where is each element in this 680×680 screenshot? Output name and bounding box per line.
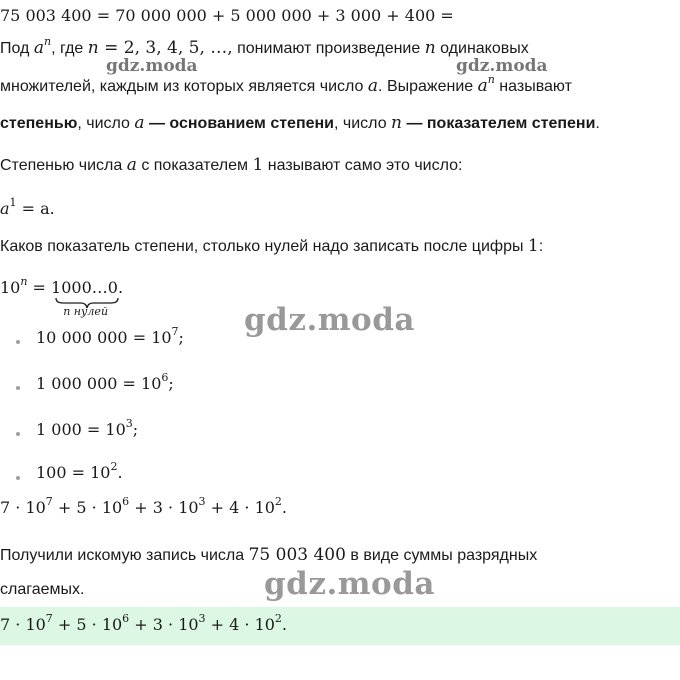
rule-text: с показателем	[136, 157, 253, 174]
definition-line-2	[0, 73, 572, 96]
list-item	[36, 371, 174, 393]
var-n: n	[424, 38, 436, 58]
brace-zeros: 000…0	[61, 278, 118, 297]
sum-term: 7 · 10	[0, 498, 46, 517]
sum-exp: 3	[198, 612, 206, 625]
brace-lead: 1	[51, 278, 62, 297]
var-n: n	[87, 38, 99, 58]
sum-exp: 2	[274, 612, 282, 625]
brace-eq: =	[27, 278, 52, 297]
list-exp: 2	[110, 460, 118, 473]
equation-line-1	[0, 6, 454, 25]
sum-term: + 3 · 10	[129, 615, 199, 634]
question-line	[0, 236, 543, 256]
conclusion-text: Получили искомую запись числа	[0, 547, 249, 564]
sum-expression	[0, 495, 288, 517]
list-item	[36, 460, 123, 482]
term-power: степенью	[0, 115, 78, 132]
equation-text: 75 003 400 = 70 000 000 + 5 000 000 + 3 000 + 400 =	[0, 6, 454, 25]
conclusion-line-2	[0, 581, 84, 599]
sum-exp: 6	[122, 495, 130, 508]
var-n-exp: n	[43, 35, 52, 48]
list-end: ;	[178, 328, 184, 347]
formula-exp: 1	[9, 196, 17, 209]
conclusion-line-1	[0, 545, 537, 565]
brace-base: 10	[0, 278, 21, 297]
brace-formula	[0, 275, 124, 318]
def-text: множителей, каждым из которых является число	[0, 78, 368, 95]
def-text: называют	[494, 78, 572, 95]
rule-text: называют само это число:	[263, 157, 463, 174]
conclusion-number: 75 003 400	[248, 545, 346, 565]
sum-term: 7 · 10	[0, 615, 46, 634]
answer-box	[0, 607, 680, 645]
definition-line-3	[0, 113, 600, 133]
formula-base: a	[0, 199, 10, 218]
sum-end: .	[281, 615, 288, 634]
rule-line	[0, 155, 462, 175]
list-end: ;	[168, 374, 174, 393]
number-one: 1	[252, 155, 264, 175]
list-lhs: 10 000 000 = 10	[36, 328, 172, 347]
var-a: a	[126, 155, 137, 175]
def-text: понимают произведение	[232, 40, 425, 57]
question-colon: :	[538, 238, 544, 255]
def-text: . Выражение	[378, 78, 478, 95]
def-text: одинаковых	[435, 40, 529, 57]
list-item	[36, 417, 139, 439]
list-end: .	[117, 463, 123, 482]
conclusion-text: в виде суммы разрядных	[345, 547, 538, 564]
watermark-logo: gdz.moda	[264, 566, 435, 602]
def-text: .	[595, 115, 600, 132]
digit-one: 1	[527, 236, 539, 256]
list-exp: 6	[161, 371, 169, 384]
formula-rest: = a.	[16, 199, 55, 218]
rule-text: Степенью числа	[0, 157, 127, 174]
sum-term: + 5 · 10	[52, 615, 123, 634]
rule-formula	[0, 196, 55, 218]
brace-exp: n	[20, 275, 28, 288]
sum-term: + 4 · 10	[205, 498, 275, 517]
brace-dot: .	[117, 278, 124, 297]
list-exp: 3	[125, 417, 133, 430]
bullet-icon	[16, 340, 20, 344]
var-a: a	[33, 38, 44, 58]
sum-exp: 2	[274, 495, 282, 508]
list-lhs: 1 000 = 10	[36, 420, 126, 439]
definition-line-1	[0, 35, 529, 58]
sum-term: + 3 · 10	[129, 498, 199, 517]
watermark-logo: gdz.moda	[456, 56, 548, 76]
bullet-icon	[16, 476, 20, 480]
def-text: , число	[77, 115, 135, 132]
watermark-logo: gdz.moda	[244, 302, 415, 338]
list-lhs: 1 000 000 = 10	[36, 374, 162, 393]
sum-exp: 3	[198, 495, 206, 508]
var-a: a	[367, 76, 379, 96]
term-base: — основанием степени	[144, 115, 335, 132]
bullet-icon	[16, 386, 20, 390]
var-a: a	[477, 76, 488, 96]
list-lhs: 100 = 10	[36, 463, 111, 482]
sum-end: .	[281, 498, 288, 517]
underbrace-group	[61, 278, 118, 318]
sum-exp: 7	[45, 495, 53, 508]
brace-label: n нулей	[63, 305, 109, 318]
sum-term: + 4 · 10	[205, 615, 275, 634]
sum-exp: 7	[45, 612, 53, 625]
term-exponent: — показателем степени	[402, 115, 596, 132]
def-text: , где	[51, 40, 88, 57]
var-n-exp: n	[487, 73, 495, 86]
var-n: n	[391, 113, 402, 133]
question-text: Каков показатель степени, столько нулей надо записать после цифры	[0, 238, 528, 255]
list-exp: 7	[171, 325, 179, 338]
watermark-logo: gdz.moda	[106, 56, 198, 76]
sum-exp: 6	[122, 612, 130, 625]
def-text: Под	[0, 40, 34, 57]
list-end: ;	[132, 420, 139, 439]
conclusion-text: слагаемых.	[0, 581, 85, 598]
var-a: a	[134, 113, 145, 133]
def-text: , число	[334, 115, 392, 132]
sum-term: + 5 · 10	[52, 498, 123, 517]
answer-expression	[0, 612, 288, 634]
bullet-icon	[16, 432, 20, 436]
n-values: = 2, 3, 4, 5, …,	[98, 38, 233, 58]
list-item	[36, 325, 184, 347]
